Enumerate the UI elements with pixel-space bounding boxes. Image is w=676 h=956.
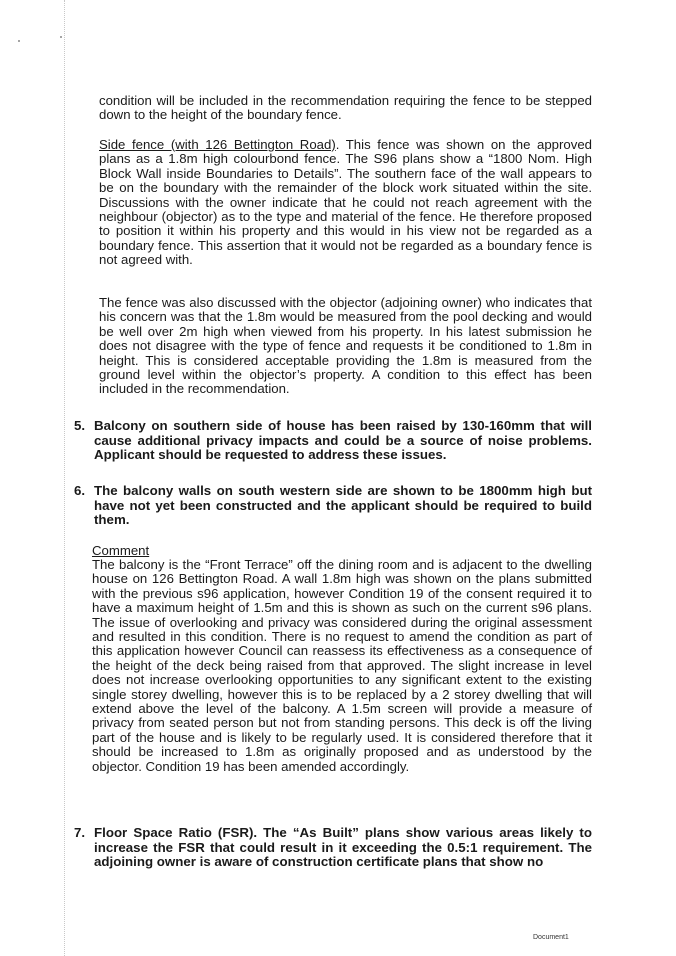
item-number: 5. xyxy=(74,418,86,433)
list-item-7 xyxy=(74,826,592,870)
left-margin-line xyxy=(64,0,65,956)
paragraph-objector-discussion: The fence was also discussed with the objector (adjoining owner) who indicates that his concern was that the 1.8m would be measured from the pool decking and would be well over 2m high when viewed from his property. In his latest submission he does not disagree with the type of fence and requests it be conditioned to 1.8m in height. This is considered acceptable providing the 1.8m is measured from the ground level within the objector’s property. A condition to this effect has been included in the recommendation. xyxy=(99,295,592,397)
item-text: Floor Space Ratio (FSR). The “As Built” plans show various areas likely to increase the FSR that could result in it exceeding the 0.5:1 requirement. The adjoining owner is aware of construction certificate plans that show no xyxy=(94,825,592,869)
comment-heading: Comment xyxy=(92,543,150,558)
item-number: 6. xyxy=(74,483,86,498)
scan-speck xyxy=(60,36,62,38)
paragraph-comment: The balcony is the “Front Terrace” off the dining room and is adjacent to the dwelling house on 126 Bettington Road. A wall 1.8m high was shown on the plans submitted with the previous s96 application, however Condition 19 of the consent required it to have a maximum height of 1.5m and this is shown as such on the current s96 plans. The issue of overlooking and privacy was considered during the original assessment and resulted in this condition. There is no request to amend the condition as part of this application however Council can reassess its effectiveness as a consequence of the height of the deck being raised from that approved. The slight increase in level does not increase overlooking opportunities to any significant extent to the existing single storey dwelling, however this is to be replaced by a 2 storey dwelling that will extend above the level of the balcony. A 1.5m screen will provide a measure of privacy from seated person but not from standing persons. This deck is off the living part of the house and is likely to be regularly used. It is considered therefore that it should be increased to 1.8m as originally proposed and as understood by the objector. Condition 19 has been amended accordingly. xyxy=(92,557,592,774)
paragraph-condition-fence: condition will be included in the recommendation requiring the fence to be stepped down to the height of the boundary fence. xyxy=(99,93,592,123)
side-fence-text: . This fence was shown on the approved plans as a 1.8m high colourbond fence. The S96 plans show a “1800 Nom. High Block Wall inside Boundaries to Details”. The southern face of the wall appears to be on the boundary with the remainder of the block work situated within the site. Discussions with the owner indicate that he could not reach agreement with the neighbour (objector) as to the type and material of the fence. He therefore proposed to position it within his property and this would in his view not be regarded as a boundary fence. This assertion that it would not be regarded as a boundary fence is not agreed with. xyxy=(99,137,592,268)
list-item-6 xyxy=(74,484,592,528)
paragraph-side-fence xyxy=(99,138,592,268)
document-footer: Document1 xyxy=(533,934,569,941)
side-fence-heading: Side fence (with 126 Bettington Road) xyxy=(99,137,336,152)
item-number: 7. xyxy=(74,825,86,840)
scan-speck xyxy=(18,40,20,42)
list-item-5 xyxy=(74,419,592,463)
item-text: Balcony on southern side of house has been raised by 130-160mm that will cause additional privacy impacts and could be a source of noise problems. Applicant should be requested to address these issues. xyxy=(94,418,592,462)
item-text: The balcony walls on south western side are shown to be 1800mm high but have not yet been constructed and the applicant should be required to build them. xyxy=(94,483,592,527)
